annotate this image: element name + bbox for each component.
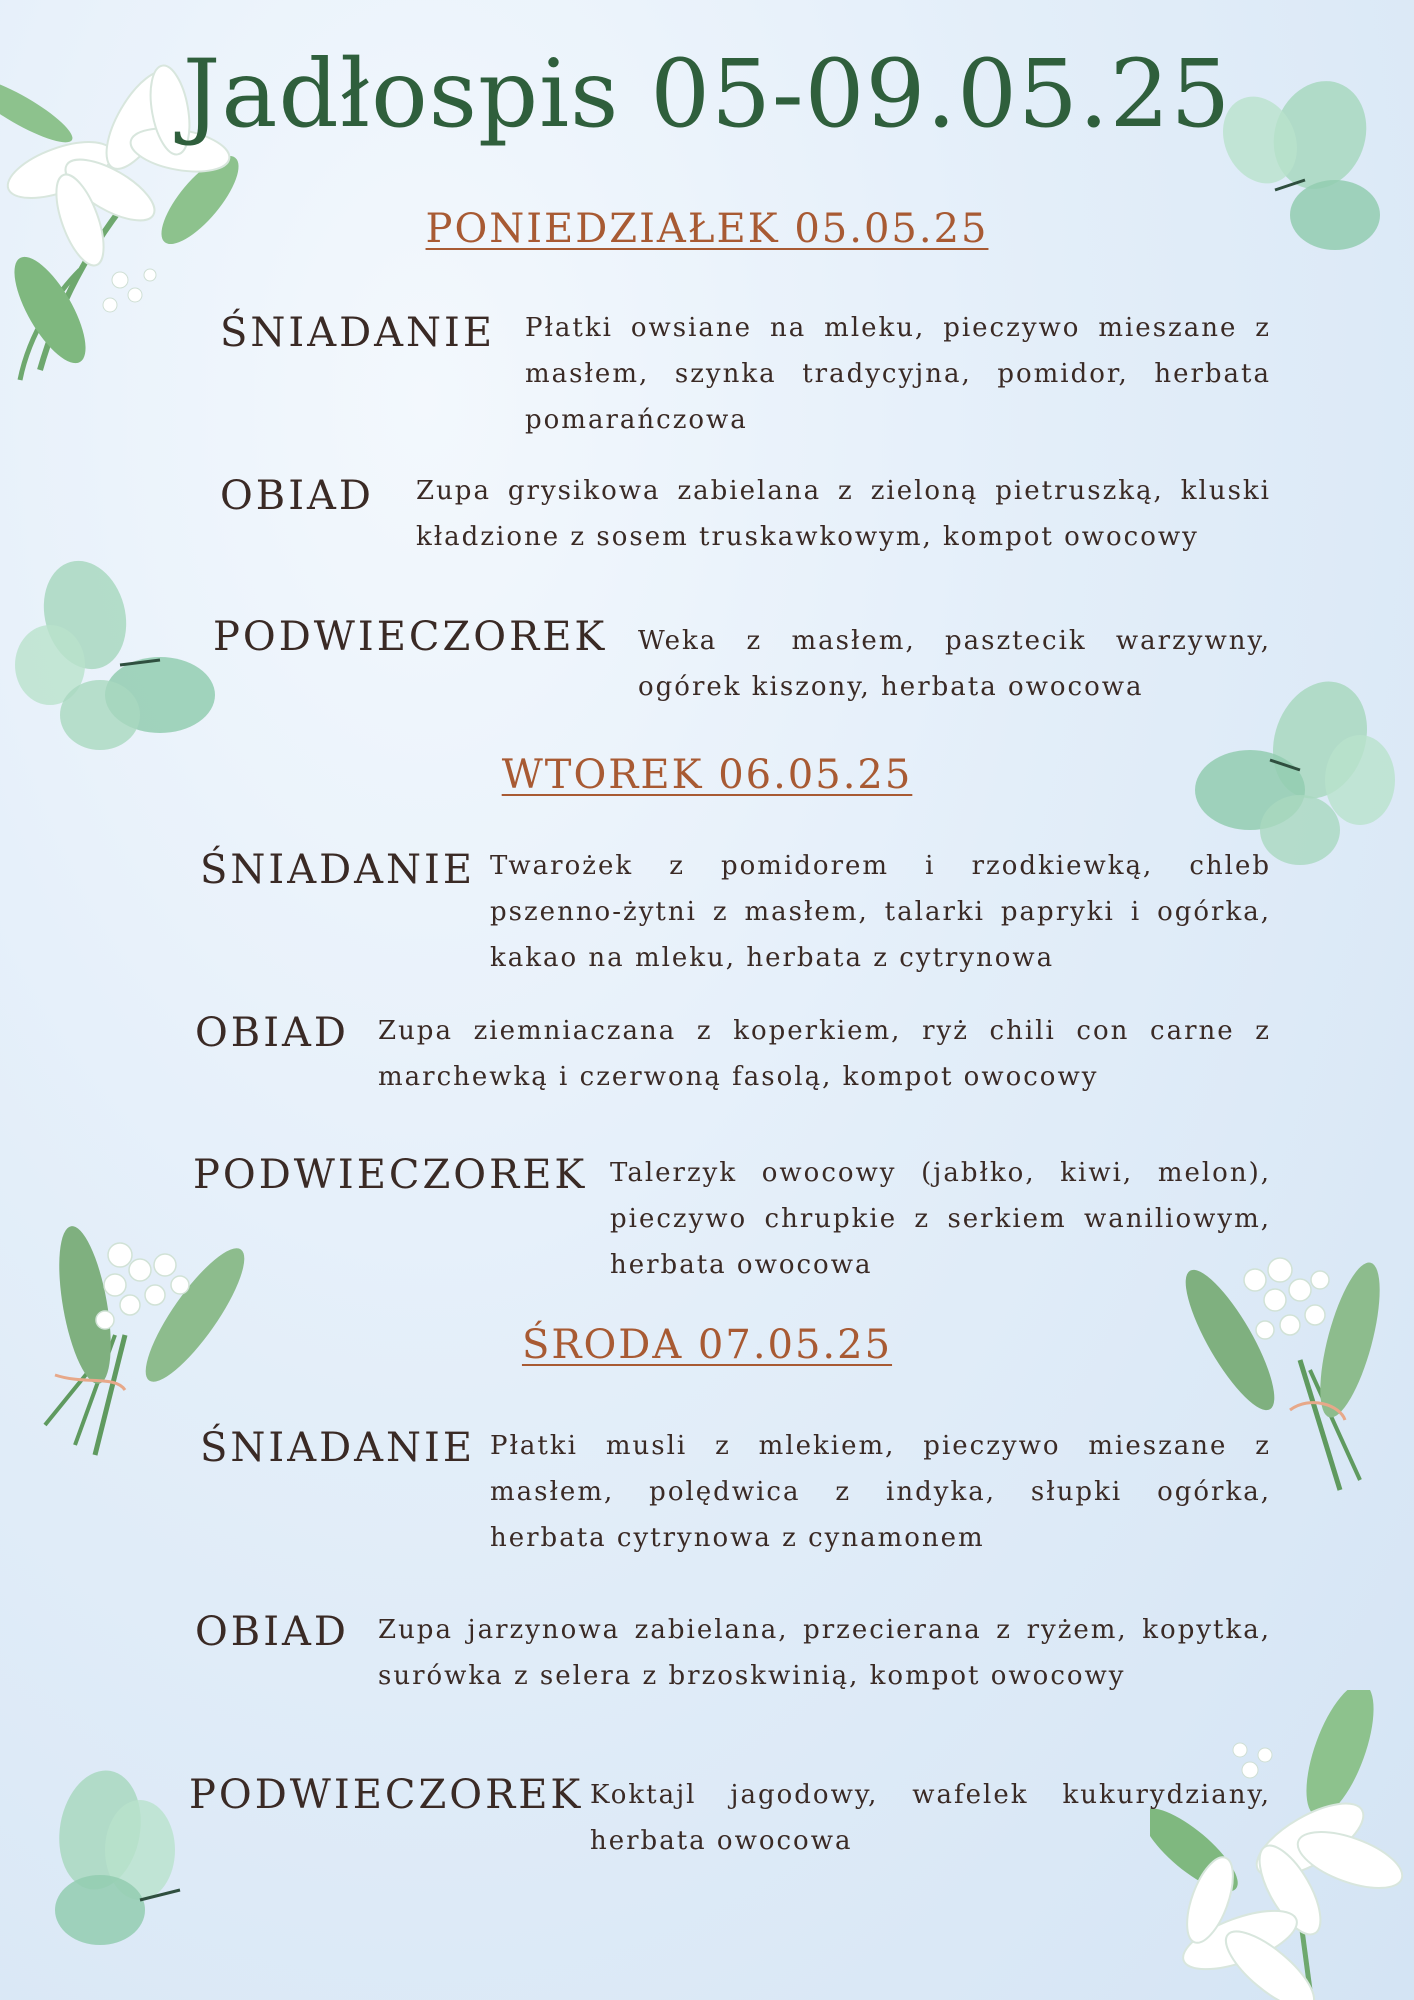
day-heading-wednesday: ŚRODA 07.05.25 [521, 1322, 893, 1368]
meal-label-lunch: OBIAD [195, 1010, 349, 1056]
meal-label-breakfast: ŚNIADANIE [200, 847, 476, 893]
meal-text-lunch: Zupa grysikowa zabielana z zieloną pietruszką, kluski kładzione z sosem truskawkowym, kompot owocowy [416, 476, 1271, 552]
butterfly-left-icon [10, 555, 220, 765]
meal-text-breakfast: Płatki musli z mlekiem, pieczywo mieszane z masłem, polędwica z indyka, słupki ogórka, herbata cytrynowa z cynamonem [490, 1431, 1271, 1553]
meal-label-lunch: OBIAD [195, 1609, 349, 1655]
meal-label-snack: PODWIECZOREK [189, 1772, 584, 1818]
page-title: Jadłospis 05-09.05.25 [182, 40, 1232, 149]
meal-text-lunch: Zupa ziemniaczana z koperkiem, ryż chili con carne z marchewką i czerwoną fasolą, kompot owocowy [378, 1016, 1271, 1092]
meal-label-snack: PODWIECZOREK [193, 1152, 588, 1198]
meal-label-lunch: OBIAD [220, 473, 374, 519]
meal-text-snack: Weka z masłem, pasztecik warzywny, ogórek kiszony, herbata owocowa [638, 626, 1271, 702]
meal-text-snack: Talerzyk owocowy (jabłko, kiwi, melon), pieczywo chrupkie z serkiem waniliowym, herbata owocowa [610, 1158, 1271, 1280]
meal-text-breakfast: Płatki owsiane na mleku, pieczywo mieszane z masłem, szynka tradycyjna, pomidor, herbata pomarańczowa [525, 313, 1271, 435]
meal-label-breakfast: ŚNIADANIE [200, 1425, 476, 1471]
meal-label-snack: PODWIECZOREK [213, 614, 608, 660]
butterfly-bottom-left-icon [30, 1760, 200, 1960]
meal-text-snack: Koktajl jagodowy, wafelek kukurydziany, herbata owocowa [590, 1780, 1271, 1856]
meal-text-breakfast: Twarożek z pomidorem i rzodkiewką, chleb pszenno-żytni z masłem, talarki papryki i ogórka, kakao na mleku, herbata z cytrynowa [490, 851, 1271, 973]
day-heading-monday: PONIEDZIAŁEK 05.05.25 [425, 206, 989, 252]
meal-text-lunch: Zupa jarzynowa zabielana, przecierana z ryżem, kopytka, surówka z selera z brzoskwinią, kompot owocowy [378, 1615, 1271, 1691]
day-heading-tuesday: WTOREK 06.05.25 [501, 752, 913, 798]
meal-label-breakfast: ŚNIADANIE [220, 310, 496, 356]
